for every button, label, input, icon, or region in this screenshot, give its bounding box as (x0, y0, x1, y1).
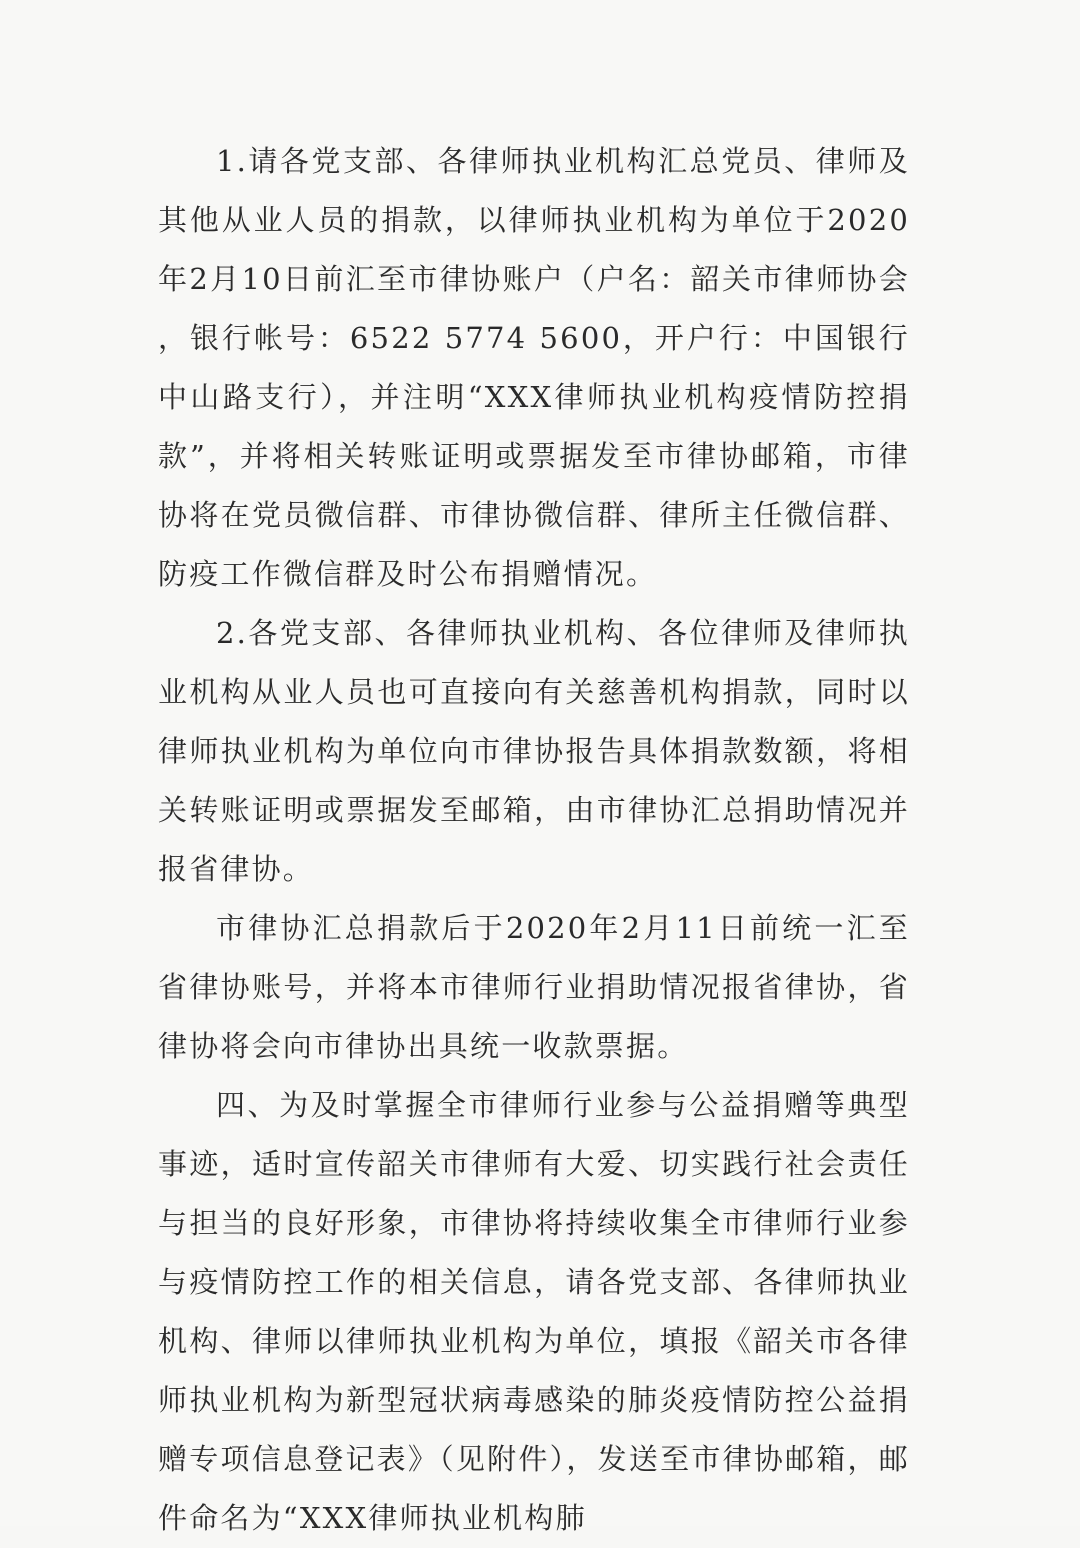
document-body (158, 132, 910, 1548)
paragraph-4-information-collection: 四、为及时掌握全市律师行业参与公益捐赠等典型事迹，适时宣传韶关市律师有大爱、切实践行社会责任与担当的良好形象，市律协将持续收集全市律师行业参与疫情防控工作的相关信息，请各党支部、各律师执业机构、律师以律师执业机构为单位，填报《韶关市各律师执业机构为新型冠状病毒感染的肺炎疫情防控公益捐赠专项信息登记表》（见附件），发送至市律协邮箱，邮件命名为“XXX律师执业机构肺 (158, 1088, 910, 1535)
paragraph-2-direct-charity-donation: 2.各党支部、各律师执业机构、各位律师及律师执业机构从业人员也可直接向有关慈善机构捐款，同时以律师执业机构为单位向市律协报告具体捐款数额，将相关转账证明或票据发至邮箱，由市律协汇总捐助情况并报省律协。 (158, 616, 910, 886)
paragraph-1-donation-remittance: 1.请各党支部、各律师执业机构汇总党员、律师及其他从业人员的捐款，以律师执业机构为单位于2020年2月10日前汇至市律协账户（户名：韶关市律师协会 ，银行帐号：6522 5774 5600，开户行：中国银行中山路支行），并注明“XXX律师执业机构疫情防控捐款”，并将相关转账证明或票据发至市律协邮箱，市律协将在党员微信群、市律协微信群、律所主任微信群、防疫工作微信群及时公布捐赠情况。 (158, 144, 910, 591)
paragraph-3-association-summary: 市律协汇总捐款后于2020年2月11日前统一汇至省律协账号，并将本市律师行业捐助情况报省律协，省律协将会向市律协出具统一收款票据。 (158, 911, 910, 1063)
